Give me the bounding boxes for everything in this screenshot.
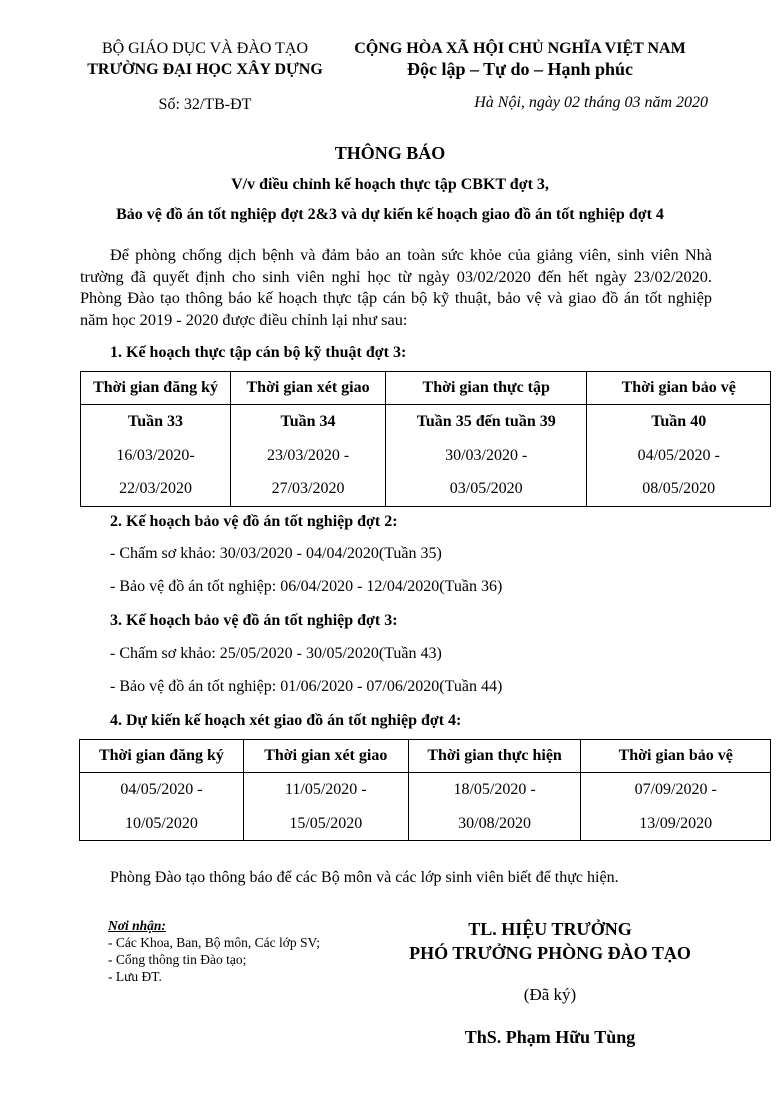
date-from: 23/03/2020 - — [266, 446, 350, 464]
table-header-row — [81, 372, 771, 405]
header-cell: Thời gian bảo vệ — [587, 372, 771, 405]
table-cell — [581, 773, 771, 841]
recipient-item: - Cổng thông tin Đào tạo; — [108, 952, 247, 967]
week-label: Tuần 40 — [651, 413, 707, 430]
subject-line-1: V/v điều chỉnh kế hoạch thực tập CBKT đợt 3, — [231, 176, 549, 193]
date-from: 04/05/2020 - — [637, 446, 720, 464]
section3-item-2: - Bảo vệ đồ án tốt nghiệp: 01/06/2020 - 07/06/2020(Tuần 44) — [110, 678, 503, 695]
section2-item-2: - Bảo vệ đồ án tốt nghiệp: 06/04/2020 - 12/04/2020(Tuần 36) — [110, 578, 503, 595]
table-cell — [408, 773, 581, 841]
closing-text: Phòng Đào tạo thông báo để các Bộ môn và các lớp sinh viên biết để thực hiện. — [110, 869, 619, 886]
recipients-label: Nơi nhận: — [108, 918, 166, 933]
header-cell: Thời gian xét giao — [243, 740, 408, 773]
week-label: Tuần 35 đến tuần 39 — [416, 413, 556, 430]
republic-name: CỘNG HÒA XÃ HỘI CHỦ NGHĨA VIỆT NAM — [354, 40, 686, 57]
date-from: 16/03/2020- — [116, 446, 195, 464]
ministry-name: BỘ GIÁO DỤC VÀ ĐÀO TẠO — [101, 40, 309, 57]
date-to: 03/05/2020 — [449, 480, 523, 497]
date-from: 18/05/2020 - — [453, 781, 536, 798]
table-cell — [231, 405, 386, 507]
date-to: 22/03/2020 — [119, 480, 192, 497]
date-to: 08/05/2020 — [642, 480, 716, 497]
header-left — [60, 38, 350, 115]
table-header-row — [80, 740, 771, 773]
header-cell: Thời gian thực hiện — [408, 740, 581, 773]
header-cell: Thời gian thực tập — [386, 372, 587, 405]
date-to: 13/09/2020 — [639, 814, 713, 832]
section2-heading: 2. Kế hoạch bảo vệ đồ án tốt nghiệp đợt 2: — [110, 513, 398, 530]
section1-heading: 1. Kế hoạch thực tập cán bộ kỹ thuật đợt 3: — [110, 344, 407, 361]
university-name: TRƯỜNG ĐẠI HỌC XÂY DỰNG — [87, 61, 323, 78]
subject-line-2: Bảo vệ đồ án tốt nghiệp đợt 2&3 và dự kiến kế hoạch giao đồ án tốt nghiệp đợt 4 — [116, 206, 664, 223]
date-from: 30/03/2020 - — [445, 446, 528, 464]
recipients-block — [108, 918, 320, 985]
header-cell: Thời gian đăng ký — [81, 372, 231, 405]
intro-paragraph — [80, 244, 712, 330]
motto: Độc lập – Tự do – Hạnh phúc — [406, 59, 634, 79]
table-cell — [587, 405, 771, 507]
recipient-item: - Lưu ĐT. — [108, 969, 162, 984]
document-title: THÔNG BÁO — [334, 143, 446, 163]
recipient-item: - Các Khoa, Ban, Bộ môn, Các lớp SV; — [108, 935, 320, 950]
date-from: 11/05/2020 - — [284, 781, 367, 798]
date-to: 15/05/2020 — [289, 814, 363, 832]
document-number: Số: 32/TB-ĐT — [158, 96, 252, 113]
section4-heading: 4. Dự kiến kế hoạch xét giao đồ án tốt nghiệp đợt 4: — [110, 712, 462, 729]
table-cell — [81, 405, 231, 507]
week-label: Tuần 34 — [280, 413, 336, 430]
table-row — [80, 773, 771, 841]
header-cell: Thời gian xét giao — [231, 372, 386, 405]
table-cell — [243, 773, 408, 841]
thesis-assignment-table — [79, 739, 771, 841]
signature-title: TL. HIỆU TRƯỞNG — [468, 919, 632, 939]
internship-table — [80, 371, 771, 507]
header-cell: Thời gian đăng ký — [80, 740, 244, 773]
signature-position: PHÓ TRƯỞNG PHÒNG ĐÀO TẠO — [409, 943, 691, 963]
table-cell — [80, 773, 244, 841]
section3-heading: 3. Kế hoạch bảo vệ đồ án tốt nghiệp đợt 3: — [110, 612, 398, 629]
section3-item-1: - Chấm sơ khảo: 25/05/2020 - 30/05/2020(Tuần 43) — [110, 645, 442, 662]
week-label: Tuần 33 — [128, 413, 184, 430]
date-from: 04/05/2020 - — [120, 781, 203, 798]
signer-name: ThS. Phạm Hữu Tùng — [464, 1027, 636, 1047]
header-cell: Thời gian bảo vệ — [581, 740, 771, 773]
header-right — [330, 38, 710, 113]
date-to: 30/08/2020 — [458, 814, 532, 832]
date-to: 27/03/2020 — [271, 480, 345, 497]
table-row — [81, 405, 771, 507]
date-to: 10/05/2020 — [124, 814, 198, 832]
signature-block — [370, 917, 730, 1049]
section2-item-1: - Chấm sơ khảo: 30/03/2020 - 04/04/2020(Tuần 35) — [110, 545, 442, 562]
intro-text: Để phòng chống dịch bệnh và đảm bảo an toàn sức khỏe của giảng viên, sinh viên Nhà trường đã quyết định cho sinh viên nghỉ học từ ngày 03/02/2020 đến hết ngày 23/02/2020. Phòng Đào tạo thông báo kế hoạch thực tập cán bộ kỹ thuật, bảo vệ và giao đồ án tốt nghiệp năm học 2019 - 2020 được điều chỉnh lại như sau: — [80, 245, 712, 329]
table-cell — [386, 405, 587, 507]
date-from: 07/09/2020 - — [634, 781, 717, 798]
place-date: Hà Nội, ngày 02 tháng 03 năm 2020 — [474, 94, 708, 111]
signed-note: (Đã ký) — [523, 985, 577, 1004]
